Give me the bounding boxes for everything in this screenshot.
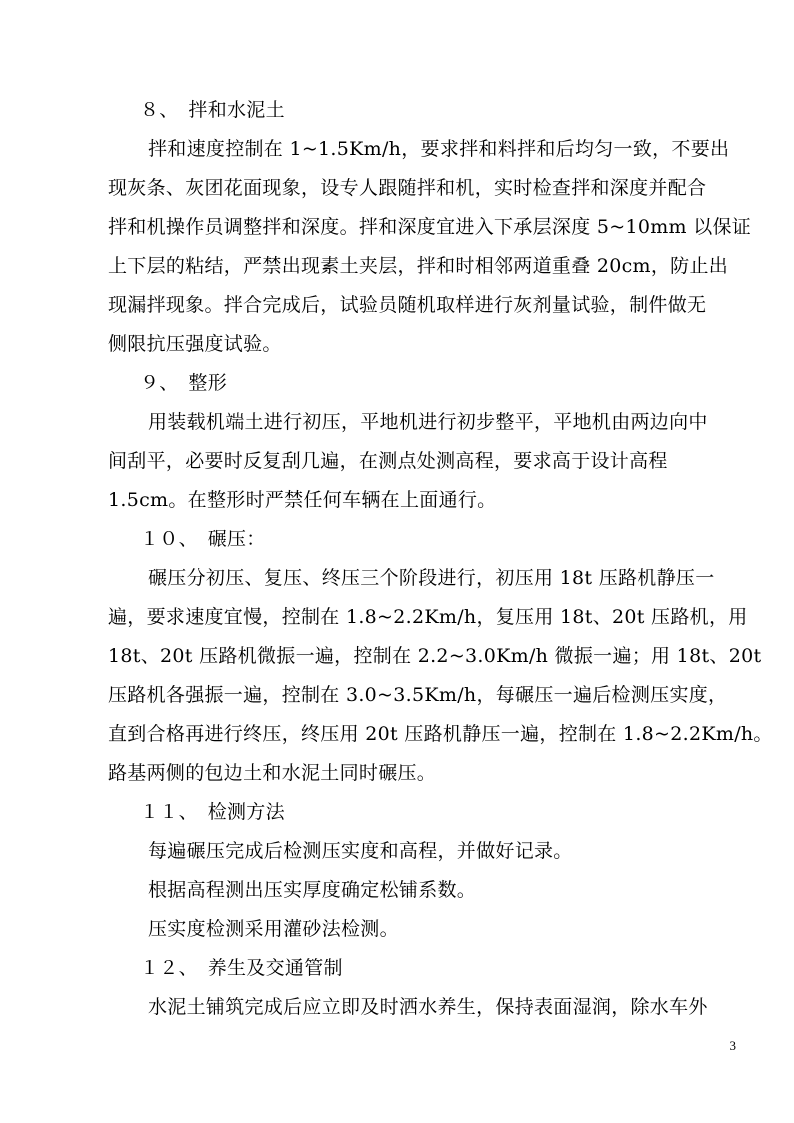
section-heading: ８、 拌和水泥土 (140, 99, 285, 121)
paragraph-line: 侧限抗压强度试验。 (108, 333, 282, 355)
paragraph-line: 现漏拌现象。拌合完成后，试验员随机取样进行灰剂量试验，制件做无 (108, 294, 707, 316)
paragraph-line: 1.5cm。在整形时严禁任何车辆在上面通行。 (108, 489, 497, 511)
paragraph-line: 每遍碾压完成后检测压实度和高程，并做好记录。 (148, 840, 573, 862)
paragraph-line: 18t、20t 压路机微振一遍，控制在 2.2~3.0Km/h 微振一遍；用 18t、20t (108, 645, 762, 667)
paragraph-line: 根据高程测出压实厚度确定松铺系数。 (148, 879, 477, 901)
paragraph-line: 用装载机端土进行初压，平地机进行初步整平，平地机由两边向中 (148, 411, 708, 433)
paragraph-line: 间刮平，必要时反复刮几遍，在测点处测高程，要求高于设计高程 (108, 450, 668, 472)
paragraph-line: 水泥土铺筑完成后应立即及时洒水养生，保持表面湿润，除水车外 (148, 996, 708, 1018)
paragraph-line: 压实度检测采用灌砂法检测。 (148, 918, 399, 940)
paragraph-line: 拌和速度控制在 1~1.5Km/h，要求拌和料拌和后均匀一致，不要出 (148, 138, 730, 160)
paragraph-line: 现灰条、灰团花面现象，设专人跟随拌和机，实时检查拌和深度并配合 (108, 177, 707, 199)
page-number: 3 (729, 1038, 736, 1053)
section-heading: １０、 碾压： (140, 528, 266, 550)
section-heading: ９、 整形 (140, 372, 228, 394)
paragraph-line: 压路机各强振一遍，控制在 3.0~3.5Km/h，每碾压一遍后检测压实度， (108, 684, 728, 706)
paragraph-line: 遍，要求速度宜慢，控制在 1.8~2.2Km/h，复压用 18t、20t 压路机，用 (108, 606, 748, 628)
paragraph-line: 上下层的粘结，严禁出现素土夹层，拌和时相邻两道重叠 20cm，防止出 (108, 255, 729, 277)
section-heading: １２、 养生及交通管制 (140, 957, 343, 979)
paragraph-line: 路基两侧的包边土和水泥土同时碾压。 (108, 762, 437, 784)
paragraph-line: 拌和机操作员调整拌和深度。拌和深度宜进入下承层深度 5~10mm 以保证 (108, 216, 752, 238)
section-heading: １１、 检测方法 (140, 801, 285, 823)
paragraph-line: 直到合格再进行终压，终压用 20t 压路机静压一遍，控制在 1.8~2.2Km/h。 (108, 723, 773, 745)
paragraph-line: 碾压分初压、复压、终压三个阶段进行，初压用 18t 压路机静压一 (148, 567, 715, 589)
